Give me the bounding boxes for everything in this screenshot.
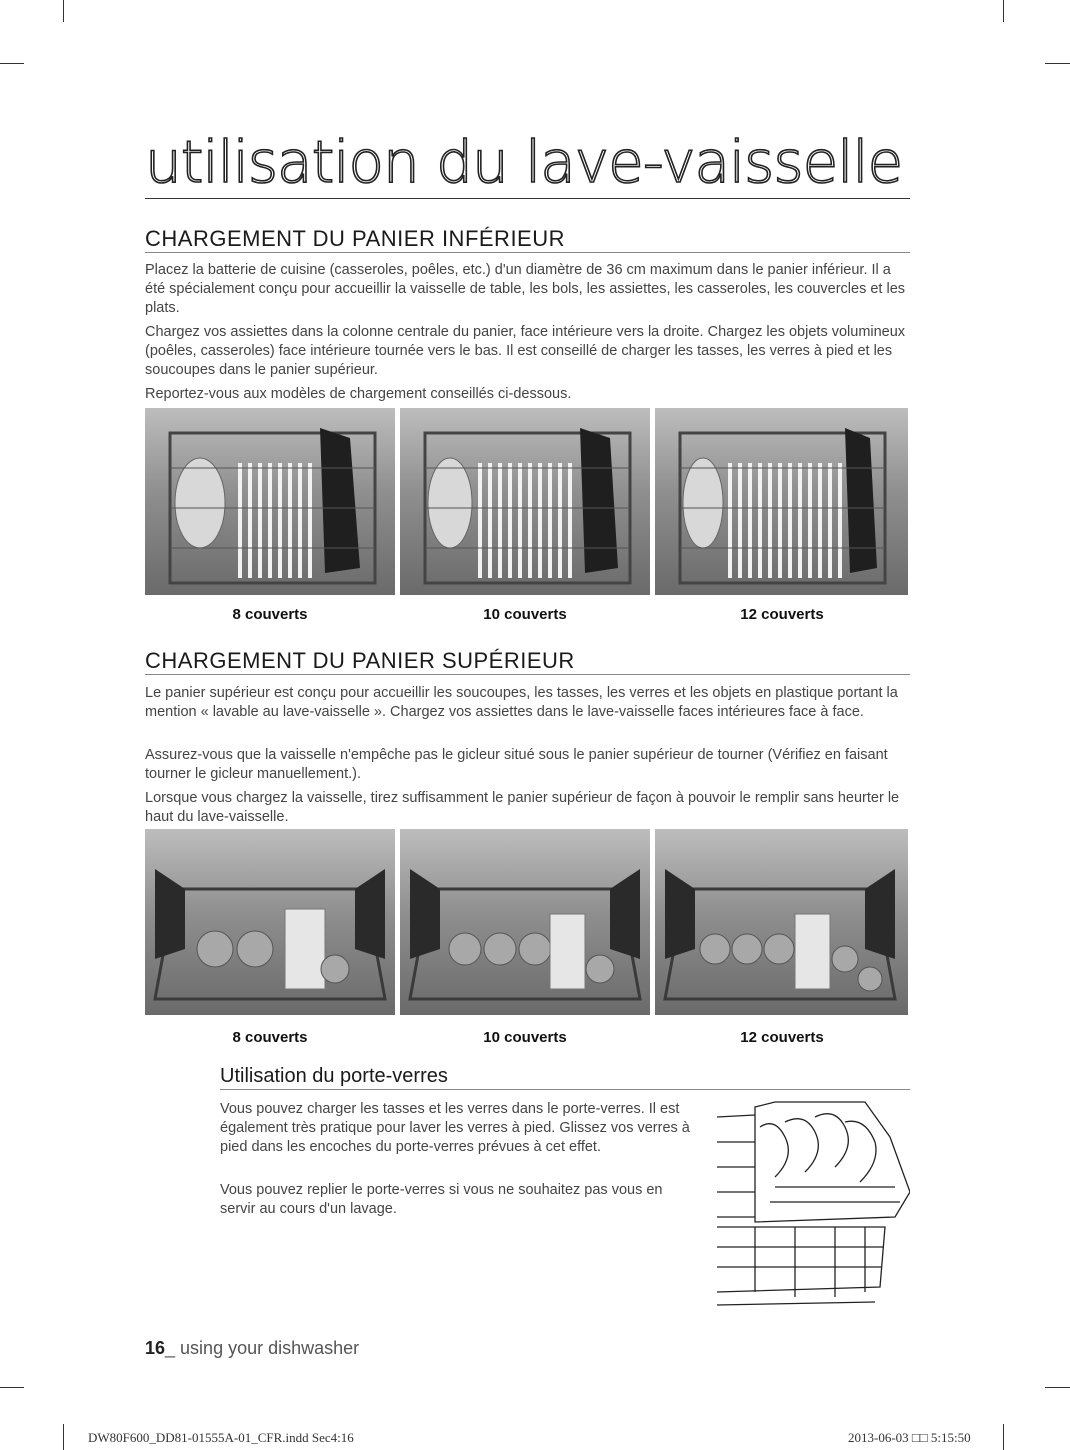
section-heading-lower-rack: CHARGEMENT DU PANIER INFÉRIEUR [145,226,910,253]
print-file-info: DW80F600_DD81-01555A-01_CFR.indd Sec4:16 [88,1430,354,1445]
print-timestamp: 2013-06-03 □□ 5:15:50 [848,1430,971,1445]
lower-rack-caption-10: 10 couverts [483,606,567,623]
crop-mark [63,0,64,22]
page-title [145,128,910,199]
crop-mark [0,1387,24,1388]
page-title-text: utilisation du lave-vaisselle [145,128,903,196]
crop-mark [1045,1387,1070,1388]
crop-mark [1003,0,1004,22]
upper-rack-paragraph-2: Assurez-vous que la vaisselle n'empêche pas le gicleur situé sous le panier supérieur de tourner (Vérifiez en faisant tourner le gicleur manuellement.). [145,747,888,782]
upper-rack-caption-12: 12 couverts [740,1029,824,1046]
lower-rack-photo-8 [145,408,395,595]
cup-shelf-paragraph-2: Vous pouvez replier le porte-verres si vous ne souhaitez pas vous en servir au cours d'un lavage. [220,1182,663,1217]
lower-rack-paragraph-1: Placez la batterie de cuisine (casseroles, poêles, etc.) d'un diamètre de 36 cm maximum dans le panier inférieur. Il a été spécialement conçu pour accueillir la vaisselle de table, les bols, les assiettes, les casseroles, les couvercles et les plats. [145,262,906,316]
upper-rack-caption-10: 10 couverts [483,1029,567,1046]
section-heading-upper-rack: CHARGEMENT DU PANIER SUPÉRIEUR [145,648,910,675]
upper-rack-photo-8 [145,829,395,1015]
cup-shelf-illustration [715,1097,910,1307]
cup-shelf-paragraph-1: Vous pouvez charger les tasses et les verres dans le porte-verres. Il est également très pratique pour laver les verres à pied. Glissez vos verres à pied dans les encoches du porte-verres prévues à cet effet. [220,1101,690,1155]
section-heading-cup-shelf: Utilisation du porte-verres [220,1065,910,1090]
lower-rack-caption-12: 12 couverts [740,606,824,623]
page-number: 16 [145,1338,166,1358]
lower-rack-photo-12 [655,408,908,595]
upper-rack-caption-8: 8 couverts [232,1029,308,1046]
lower-rack-paragraph-2: Chargez vos assiettes dans la colonne centrale du panier, face intérieure vers la droite. Chargez les objets volumineux (poêles, casseroles) face intérieure tournée vers le bas. Il est conseillé de charger les tasses, les verres à pied et les soucoupes dans le panier supérieur. [145,324,906,378]
crop-mark [0,63,24,64]
upper-rack-photo-12 [655,829,908,1015]
lower-rack-paragraph-3: Reportez-vous aux modèles de chargement conseillés ci-dessous. [145,386,572,402]
upper-rack-photo-10 [400,829,650,1015]
upper-rack-paragraph-3: Lorsque vous chargez la vaisselle, tirez suffisamment le panier supérieur de façon à pouvoir le remplir sans heurter le haut du lave-vaisselle. [145,790,900,825]
page-footer [145,1338,359,1359]
crop-mark [1003,1424,1004,1450]
upper-rack-paragraph-1: Le panier supérieur est conçu pour accueillir les soucoupes, les tasses, les verres et les objets en plastique portant la mention « lavable au lave-vaisselle ». Chargez vos assiettes dans le lave-vaisselle faces intérieures face à face. [145,685,898,720]
page-label: _ using your dishwasher [165,1338,360,1358]
crop-mark [63,1424,64,1450]
crop-mark [1045,63,1070,64]
lower-rack-caption-8: 8 couverts [232,606,308,623]
lower-rack-photo-10 [400,408,650,595]
